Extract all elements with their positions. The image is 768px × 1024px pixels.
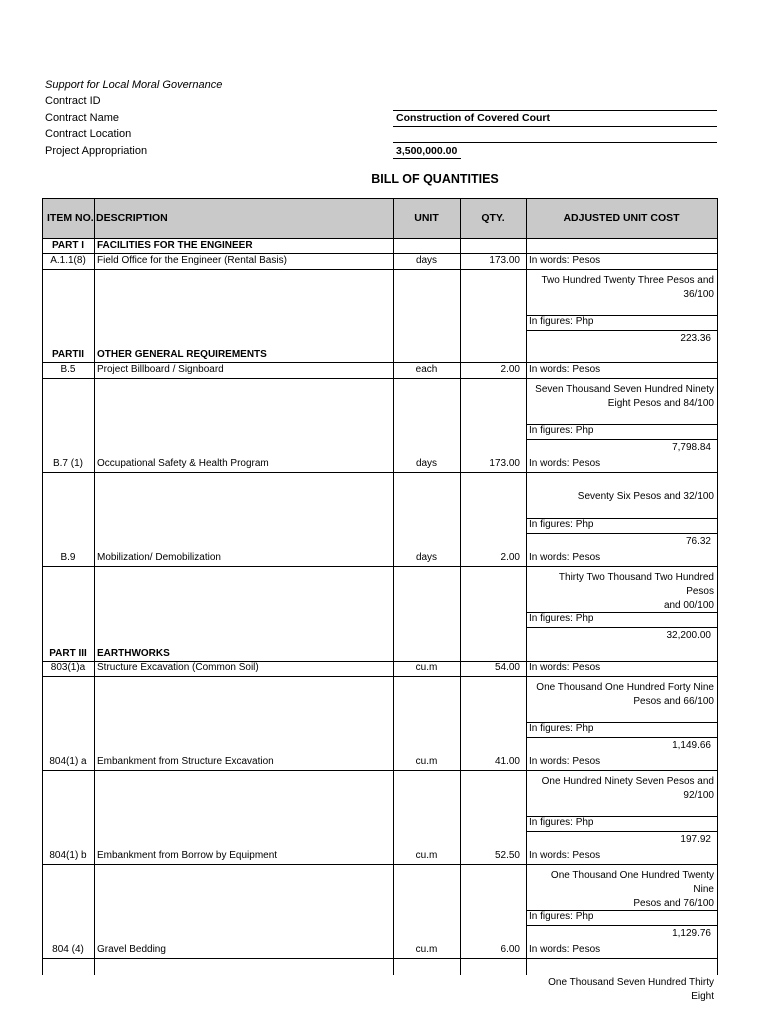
amount-in-words bbox=[529, 274, 714, 302]
amount-in-words-line: Seven Thousand Seven Hundred Ninety bbox=[535, 384, 714, 395]
col-adjusted-unit-cost: ADJUSTED UNIT COST bbox=[563, 212, 680, 224]
in-figures-label: In figures: Php bbox=[529, 425, 594, 436]
part-title: EARTHWORKS bbox=[97, 648, 170, 659]
table-top-border bbox=[42, 198, 717, 199]
item-number: A.1.1(8) bbox=[50, 255, 86, 266]
row-divider bbox=[526, 737, 717, 738]
row-divider bbox=[526, 627, 717, 628]
amount-in-figures: 76.32 bbox=[685, 536, 711, 547]
row-divider bbox=[526, 925, 717, 926]
in-figures-label: In figures: Php bbox=[529, 613, 594, 624]
in-words-label: In words: Pesos bbox=[529, 552, 601, 563]
item-unit: cu.m bbox=[415, 756, 438, 767]
contract-name-value: Construction of Covered Court bbox=[396, 112, 550, 124]
amount-in-words-line: Thirty Two Thousand Two Hundred Pesos bbox=[558, 572, 714, 597]
item-number: 803(1)a bbox=[50, 662, 86, 673]
row-divider bbox=[42, 958, 717, 959]
amount-in-words bbox=[529, 681, 714, 709]
part-title: OTHER GENERAL REQUIREMENTS bbox=[97, 349, 267, 360]
item-description: Gravel Bedding bbox=[97, 944, 166, 955]
amount-in-words-line: Eight Pesos and 84/100 bbox=[607, 398, 714, 409]
amount-in-figures: 32,200.00 bbox=[666, 630, 711, 641]
in-words-label: In words: Pesos bbox=[529, 255, 601, 266]
amount-in-words bbox=[529, 383, 714, 411]
part-label: PART III bbox=[49, 648, 87, 659]
in-words-label: In words: Pesos bbox=[529, 944, 601, 955]
amount-in-figures: 197.92 bbox=[680, 834, 711, 845]
item-description: Project Billboard / Signboard bbox=[97, 364, 224, 375]
item-description: Field Office for the Engineer (Rental Basis) bbox=[97, 255, 287, 266]
amount-in-words bbox=[529, 490, 714, 504]
item-qty: 54.00 bbox=[494, 662, 520, 673]
row-divider bbox=[526, 439, 717, 440]
part-title: FACILITIES FOR THE ENGINEER bbox=[97, 240, 253, 251]
amount-in-words-line: and 00/100 bbox=[663, 600, 714, 611]
amount-in-words bbox=[529, 869, 714, 911]
project-appropriation-label: Project Appropriation bbox=[45, 145, 148, 157]
row-divider bbox=[42, 362, 717, 363]
amount-in-words bbox=[529, 976, 714, 1004]
in-words-label: In words: Pesos bbox=[529, 756, 601, 767]
item-description: Occupational Safety & Health Program bbox=[97, 458, 269, 469]
appropriation-value: 3,500,000.00 bbox=[396, 145, 458, 157]
item-number: B.9 bbox=[60, 552, 76, 563]
row-divider bbox=[42, 253, 717, 254]
in-figures-label: In figures: Php bbox=[529, 817, 594, 828]
contract-location-label: Contract Location bbox=[45, 128, 132, 140]
in-words-label: In words: Pesos bbox=[529, 364, 601, 375]
amount-in-words-line: Pesos and 76/100 bbox=[633, 898, 714, 909]
row-divider bbox=[42, 269, 717, 270]
item-unit: days bbox=[415, 255, 438, 266]
row-divider bbox=[42, 378, 717, 379]
in-words-label: In words: Pesos bbox=[529, 850, 601, 861]
item-qty: 173.00 bbox=[489, 458, 520, 469]
amount-in-words-line: 92/100 bbox=[683, 790, 714, 801]
item-number: 804(1) b bbox=[49, 850, 87, 861]
in-figures-label: In figures: Php bbox=[529, 519, 594, 530]
item-unit: cu.m bbox=[415, 850, 438, 861]
row-divider bbox=[42, 676, 717, 677]
row-divider bbox=[526, 831, 717, 832]
in-words-label: In words: Pesos bbox=[529, 458, 601, 469]
row-divider bbox=[42, 864, 717, 865]
item-qty: 6.00 bbox=[500, 944, 520, 955]
amount-in-figures: 223.36 bbox=[680, 333, 711, 344]
item-description: Embankment from Borrow by Equipment bbox=[97, 850, 278, 861]
page-title: BILL OF QUANTITIES bbox=[371, 172, 499, 186]
amount-in-words-line: Seventy Six Pesos and 32/100 bbox=[577, 491, 714, 502]
item-qty: 52.50 bbox=[494, 850, 520, 861]
contract-id-label: Contract ID bbox=[45, 95, 101, 107]
amount-in-words-line: One Thousand One Hundred Forty Nine bbox=[536, 682, 714, 693]
item-qty: 41.00 bbox=[494, 756, 520, 767]
item-number: 804(1) a bbox=[49, 756, 87, 767]
item-unit: cu.m bbox=[415, 662, 438, 673]
item-description: Mobilization/ Demobilization bbox=[97, 552, 221, 563]
in-words-label: In words: Pesos bbox=[529, 662, 601, 673]
item-description: Structure Excavation (Common Soil) bbox=[97, 662, 259, 673]
item-unit: cu.m bbox=[415, 944, 438, 955]
amount-in-words-line: 36/100 bbox=[683, 289, 714, 300]
item-unit: days bbox=[415, 458, 438, 469]
in-figures-label: In figures: Php bbox=[529, 316, 594, 327]
in-figures-label: In figures: Php bbox=[529, 723, 594, 734]
part-label: PART I bbox=[51, 240, 85, 251]
row-divider bbox=[526, 533, 717, 534]
col-description: DESCRIPTION bbox=[96, 212, 168, 224]
column-divider bbox=[717, 198, 718, 975]
item-unit: each bbox=[415, 364, 438, 375]
col-unit: UNIT bbox=[414, 212, 439, 224]
item-number: B.7 (1) bbox=[52, 458, 83, 469]
col-qty: QTY. bbox=[481, 212, 505, 224]
row-divider bbox=[526, 330, 717, 331]
amount-in-figures: 7,798.84 bbox=[672, 442, 711, 453]
row-divider bbox=[42, 770, 717, 771]
amount-in-figures: 1,149.66 bbox=[672, 740, 711, 751]
row-divider bbox=[42, 472, 717, 473]
amount-in-words bbox=[529, 571, 714, 613]
item-qty: 2.00 bbox=[500, 552, 520, 563]
item-description: Embankment from Structure Excavation bbox=[97, 756, 274, 767]
amount-in-words bbox=[529, 775, 714, 803]
org-name: Support for Local Moral Governance bbox=[45, 79, 223, 91]
column-divider bbox=[94, 198, 95, 975]
col-item-no: ITEM NO. bbox=[47, 212, 94, 224]
in-figures-label: In figures: Php bbox=[529, 911, 594, 922]
amount-in-words-line: One Thousand Seven Hundred Thirty Eight bbox=[548, 977, 714, 1002]
amount-in-words-line: Two Hundred Twenty Three Pesos and bbox=[541, 275, 714, 286]
item-unit: days bbox=[415, 552, 438, 563]
table-header-border bbox=[42, 238, 717, 239]
amount-in-words-line: One Hundred Ninety Seven Pesos and bbox=[541, 776, 714, 787]
amount-in-figures: 1,129.76 bbox=[672, 928, 711, 939]
item-number: 804 (4) bbox=[52, 944, 84, 955]
item-qty: 173.00 bbox=[489, 255, 520, 266]
item-number: B.5 bbox=[60, 364, 76, 375]
amount-in-words-line: One Thousand One Hundred Twenty Nine bbox=[550, 870, 714, 895]
item-qty: 2.00 bbox=[500, 364, 520, 375]
contract-name-label: Contract Name bbox=[45, 112, 119, 124]
part-label: PARTII bbox=[51, 349, 85, 360]
row-divider bbox=[42, 566, 717, 567]
amount-in-words-line: Pesos and 66/100 bbox=[633, 696, 714, 707]
